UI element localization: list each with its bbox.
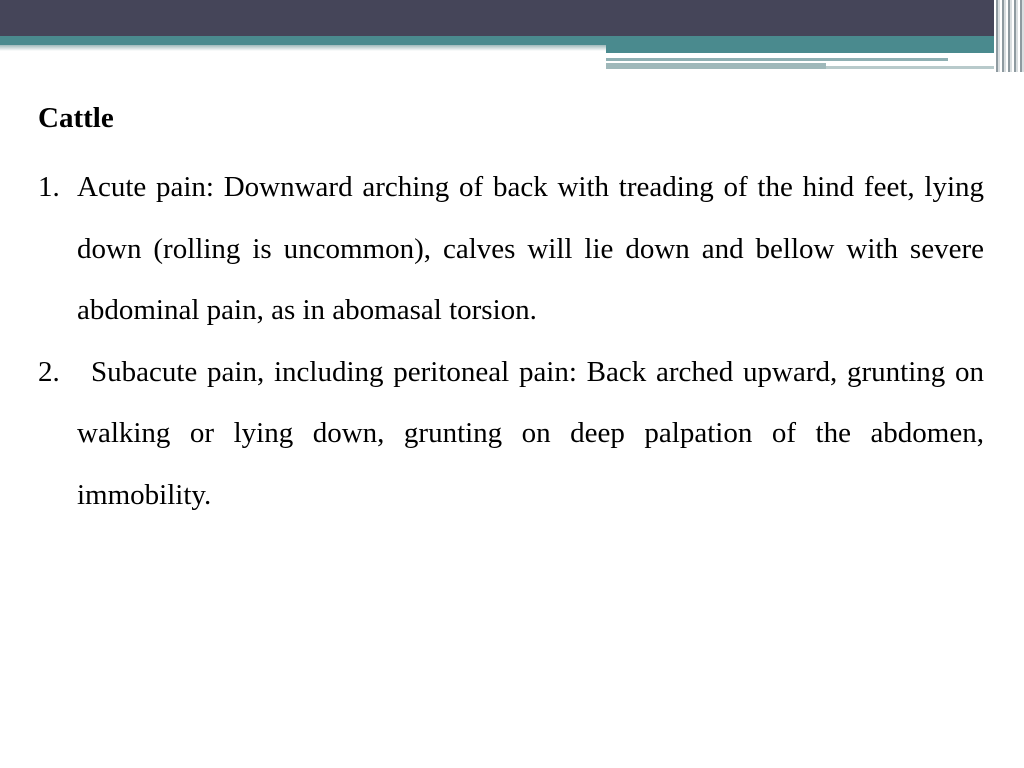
list-item-text: Acute pain: Downward arching of back with treading of the hind feet, lying down (rolling is uncommon), calves will lie down and bellow with severe abdominal pain, as in abomasal torsion. xyxy=(77,171,984,326)
list-item-number: 1. xyxy=(38,171,60,203)
header-banner-dark xyxy=(0,0,1024,36)
header-accent-line-2 xyxy=(606,63,826,69)
list-item xyxy=(38,157,984,342)
header-edge-stripes xyxy=(994,0,1024,72)
slide-heading: Cattle xyxy=(38,102,114,134)
header-accent-line-3 xyxy=(826,66,1004,69)
slide-body xyxy=(38,96,984,526)
header-accent-line-1 xyxy=(606,58,948,61)
list-item-number: 2. xyxy=(38,355,60,388)
list-item xyxy=(38,342,984,527)
header-banner-shadow xyxy=(0,45,606,51)
header-banner-step xyxy=(606,36,1024,53)
list-item-text: Subacute pain, including peritoneal pain: Back arched upward, grunting on walking or lying down, grunting on deep palpation of the abdomen, immobility. xyxy=(77,355,984,511)
